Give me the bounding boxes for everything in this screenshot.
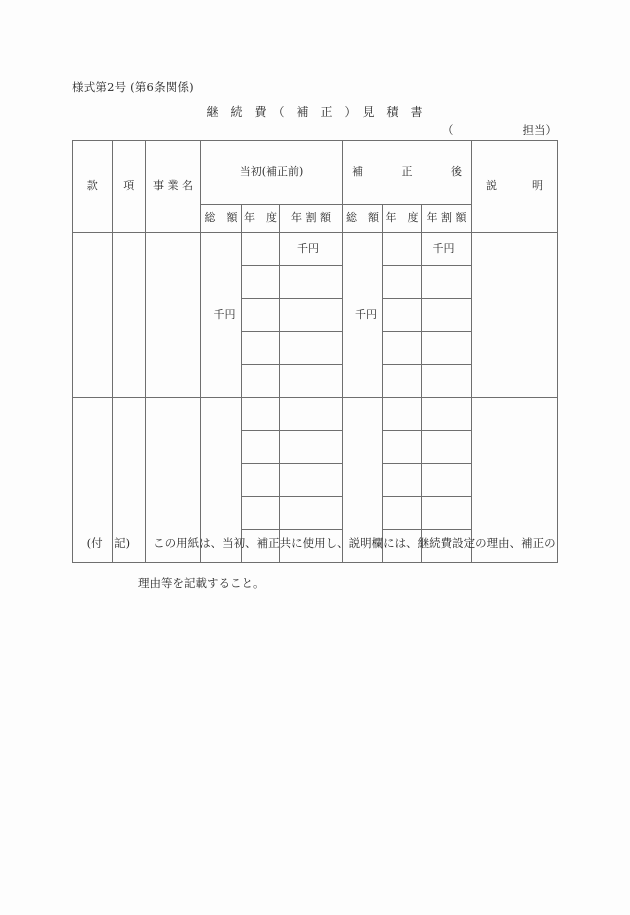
header-revised-group-char-2: 正 [401,165,413,179]
header-revised-fiscal-year: 年 度 [383,205,422,233]
cell-revised-fiscal-year[interactable] [383,398,422,431]
table-header-row-1 [73,141,558,205]
cell-project-name[interactable] [146,233,201,398]
cell-original-fiscal-year[interactable] [242,398,280,431]
cell-original-annual-amount[interactable] [280,365,343,398]
cell-revised-fiscal-year[interactable] [383,266,422,299]
header-original-annual-amount: 年 割 額 [280,205,343,233]
cell-original-annual-unit[interactable]: 千円 [280,233,343,266]
cell-ko[interactable] [113,233,146,398]
cell-original-annual-amount[interactable] [280,266,343,299]
table-row [73,233,558,266]
cell-revised-fiscal-year[interactable] [383,365,422,398]
header-description [472,141,558,233]
cell-revised-annual-amount[interactable] [422,398,472,431]
form-code-label: 様式第2号 (第6条関係) [72,80,194,94]
cell-original-fiscal-year[interactable] [242,464,280,497]
cell-original-fiscal-year[interactable] [242,431,280,464]
header-revised-group-char-1: 補 [352,165,363,179]
cell-original-annual-amount[interactable] [280,431,343,464]
cell-original-annual-amount[interactable] [280,398,343,431]
cell-original-fiscal-year[interactable] [242,233,280,266]
header-original-fiscal-year: 年 度 [242,205,280,233]
cell-original-annual-amount[interactable] [280,299,343,332]
cell-revised-fiscal-year[interactable] [383,464,422,497]
estimate-table [72,140,558,563]
cell-revised-fiscal-year[interactable] [383,233,422,266]
header-revised-group-char-3: 後 [451,165,462,179]
cell-original-fiscal-year[interactable] [242,299,280,332]
page-title: 継 続 費 （ 補 正 ） 見 積 書 [206,105,423,119]
header-project-name: 事 業 名 [146,141,201,233]
header-revised-group [343,141,472,205]
cell-revised-fiscal-year[interactable] [383,332,422,365]
table-row [73,398,558,431]
header-revised-total: 総 額 [343,205,383,233]
header-revised-annual-amount: 年 割 額 [422,205,472,233]
cell-revised-fiscal-year[interactable] [383,431,422,464]
cell-description[interactable] [472,233,558,398]
cell-original-total-unit[interactable]: 千円 [201,233,242,398]
cell-revised-annual-amount[interactable] [422,464,472,497]
cell-revised-fiscal-year[interactable] [383,299,422,332]
cell-original-annual-amount[interactable] [280,464,343,497]
cell-original-fiscal-year[interactable] [242,266,280,299]
header-description-char-1: 説 [486,179,498,193]
cell-original-annual-amount[interactable] [280,332,343,365]
header-kan: 款 [73,141,113,233]
header-ko: 項 [113,141,146,233]
footnote-line-1: (付 記) この用紙は、当初、補正共に使用し、説明欄には、継続費設定の理由、補正の [86,536,556,551]
charge-person-field: （ 担当） [442,123,557,137]
cell-revised-annual-amount[interactable] [422,332,472,365]
footnote-line-2: 理由等を記載すること。 [138,576,265,591]
cell-revised-total-unit[interactable]: 千円 [343,233,383,398]
cell-original-fiscal-year[interactable] [242,332,280,365]
cell-revised-annual-unit[interactable]: 千円 [422,233,472,266]
footnote [72,513,572,634]
cell-revised-annual-amount[interactable] [422,431,472,464]
header-original-total: 総 額 [201,205,242,233]
cell-revised-annual-amount[interactable] [422,266,472,299]
header-description-char-2: 明 [532,179,544,193]
cell-original-fiscal-year[interactable] [242,365,280,398]
cell-revised-annual-amount[interactable] [422,299,472,332]
cell-kan[interactable] [73,233,113,398]
header-original-group: 当初(補正前) [201,141,343,205]
cell-revised-annual-amount[interactable] [422,365,472,398]
